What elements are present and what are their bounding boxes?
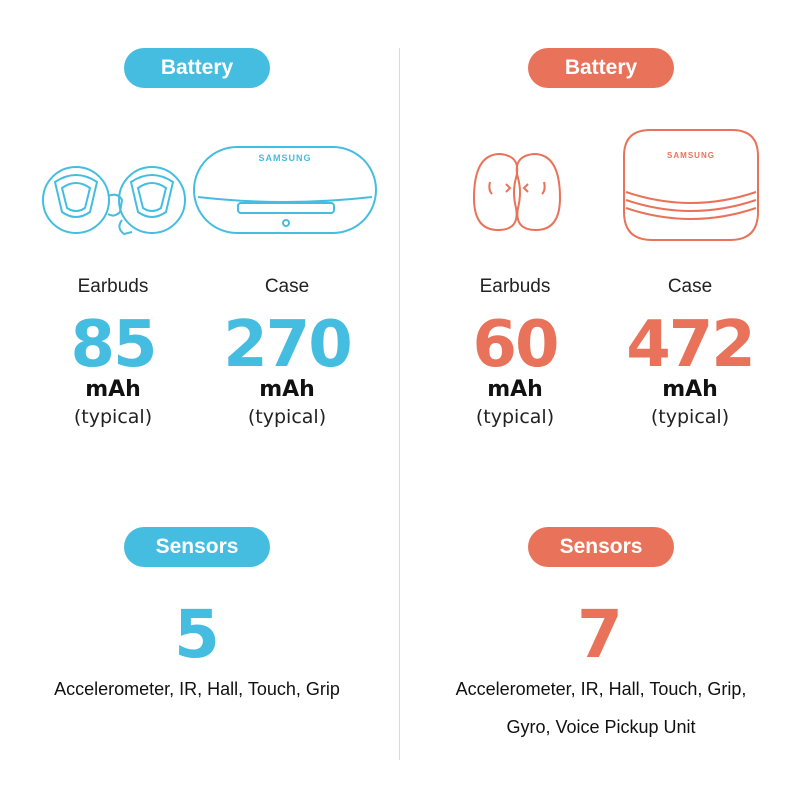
round-earbuds-icon (40, 162, 188, 244)
pill-case-icon (192, 145, 378, 237)
right-case-note: (typical) (650, 406, 730, 428)
bean-earbuds-icon (470, 150, 564, 236)
right-case-brand: SAMSUNG (667, 151, 715, 160)
left-earbuds-unit: mAh (85, 377, 141, 402)
right-earbuds-label: Earbuds (479, 276, 551, 297)
left-earbuds-capacity: 85 (70, 308, 156, 382)
left-earbuds-label: Earbuds (77, 276, 149, 297)
left-sensor-list (7, 670, 387, 708)
square-case-icon (620, 126, 762, 244)
right-case-label: Case (667, 276, 713, 297)
left-sensors-pill: Sensors (124, 527, 270, 567)
left-case-unit: mAh (259, 377, 315, 402)
left-case-note: (typical) (247, 406, 327, 428)
right-battery-pill: Battery (528, 48, 674, 88)
right-sensor-list-line1: Accelerometer, IR, Hall, Touch, Grip, (455, 679, 747, 699)
right-sensor-count: 7 (577, 596, 623, 673)
left-battery-pill: Battery (124, 48, 270, 88)
left-earbuds-note: (typical) (73, 406, 153, 428)
left-sensor-count: 5 (174, 596, 220, 673)
right-sensor-list-line2: Gyro, Voice Pickup Unit (506, 717, 696, 737)
left-case-label: Case (264, 276, 310, 297)
right-sensor-list (411, 670, 791, 746)
right-earbuds-note: (typical) (475, 406, 555, 428)
center-divider (399, 48, 400, 760)
right-sensors-pill: Sensors (528, 527, 674, 567)
left-sensor-list-line1: Accelerometer, IR, Hall, Touch, Grip (54, 679, 340, 699)
right-case-capacity: 472 (626, 308, 754, 382)
right-earbuds-unit: mAh (487, 377, 543, 402)
right-case-unit: mAh (662, 377, 718, 402)
left-case-brand: SAMSUNG (258, 153, 312, 163)
left-case-capacity: 270 (223, 308, 351, 382)
right-earbuds-capacity: 60 (472, 308, 558, 382)
